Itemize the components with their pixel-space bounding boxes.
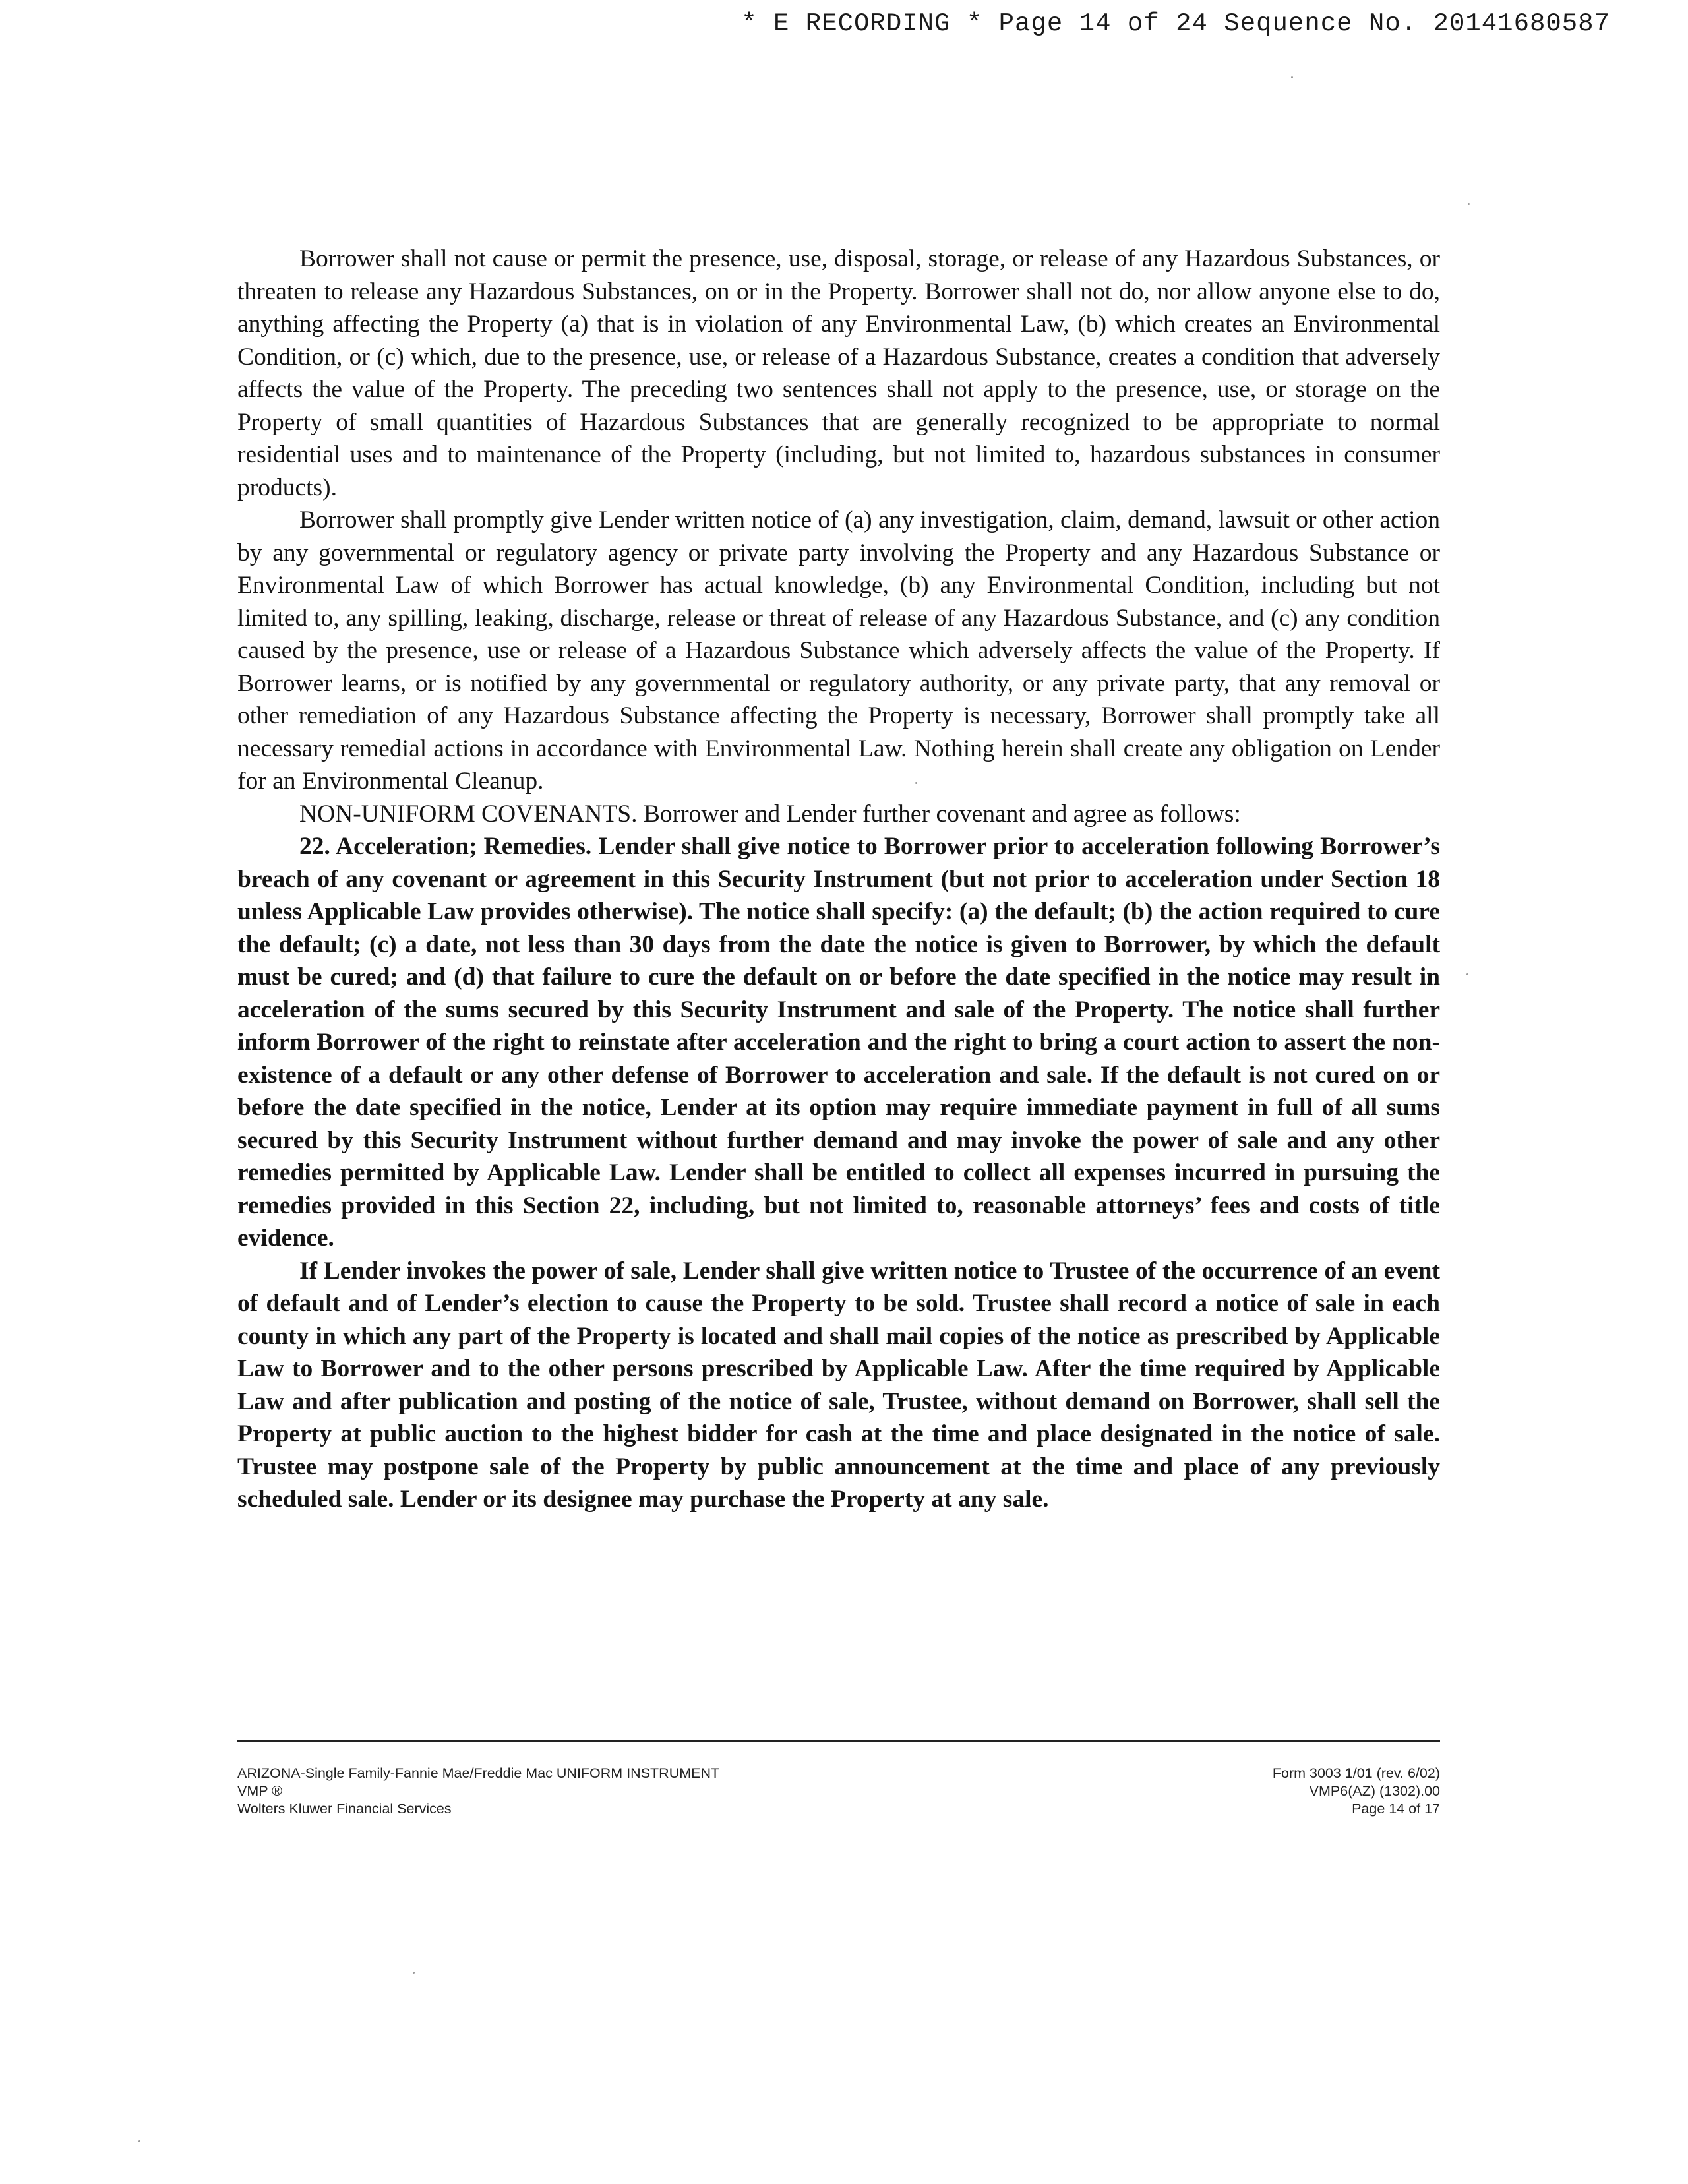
recording-stamp: * E RECORDING * Page 14 of 24 Sequence No. 20141680587 [741, 9, 1610, 38]
footer-vmp-code: VMP6(AZ) (1302).00 [1309, 1783, 1440, 1799]
footer-divider [237, 1740, 1440, 1742]
hazardous-substances-paragraph: Borrower shall not cause or permit the presence, use, disposal, storage, or release of any Hazardous Substances, or threaten to release any Hazardous Substances, on or in the Property. Borrower shall not do, nor allow anyone else to do, anything affecting the Property (a) that is in violation of any Environmental Law, (b) which creates an Environmental Condition, or (c) which, due to the presence, use, or release of a Hazardous Substance, creates a condition that adversely affects the value of the Property. The preceding two sentences shall not apply to the presence, use, or storage on the Property of small quantities of Hazardous Substances that are generally recognized to be appropriate to normal residential uses and to maintenance of the Property (including, but not limited to, hazardous substances in consumer products). [237, 245, 1440, 501]
scan-speck [138, 2140, 140, 2142]
section-22-text: Acceleration; Remedies. Lender shall give notice to Borrower prior to acceleration following Borrower’s breach of any covenant or agreement in this Security Instrument (but not prior to acceleration under Section 18 unless Applicable Law provides otherwise). The notice shall specify: (a) the default; (b) the action required to cure the default; (c) a date, not less than 30 days from the date the notice is given to Borrower, by which the default must be cured; and (d) that failure to cure the default on or before the date specified in the notice may result in acceleration of the sums secured by this Security Instrument and sale of the Property. The notice shall further inform Borrower of the right to reinstate after acceleration and the right to bring a court action to assert the non-existence of a default or any other defense of Borrower to acceleration and sale. If the default is not cured on or before the date specified in the notice, Lender at its option may require immediate payment in full of all sums secured by this Security Instrument without further demand and may invoke the power of sale and any other remedies permitted by Applicable Law. Lender shall be entitled to collect all expenses incurred in pursuing the remedies provided in this Section 22, including, but not limited to, reasonable attorneys’ fees and costs of title evidence. [237, 833, 1440, 1252]
scan-speck [1466, 973, 1468, 975]
footer-page-number: Page 14 of 17 [1352, 1801, 1440, 1817]
footer-left [237, 1765, 719, 1818]
footer-right [1273, 1765, 1440, 1818]
footer-publisher: Wolters Kluwer Financial Services [237, 1801, 452, 1817]
document-body [237, 243, 1440, 1516]
footer-instrument-title: ARIZONA-Single Family-Fannie Mae/Freddie Mac UNIFORM INSTRUMENT [237, 1765, 720, 1781]
notice-paragraph: Borrower shall promptly give Lender written notice of (a) any investigation, claim, demand, lawsuit or other action by any governmental or regulatory agency or private party involving the Property and any Hazardous Substance or Environmental Law of which Borrower has actual knowledge, (b) any Environmental Condition, including but not limited to, any spilling, leaking, discharge, release or threat of release of any Hazardous Substance, and (c) any condition caused by the presence, use or release of a Hazardous Substance which adversely affects the value of the Property. If Borrower learns, or is notified by any governmental or regulatory authority, or any private party, that any removal or other remediation of any Hazardous Substance affecting the Property is necessary, Borrower shall promptly take all necessary remedial actions in accordance with Environmental Law. Nothing herein shall create any obligation on Lender for an Environmental Cleanup. [237, 506, 1440, 795]
section-22-number: 22. [299, 833, 330, 860]
scan-speck [915, 782, 917, 784]
non-uniform-covenants-paragraph: NON-UNIFORM COVENANTS. Borrower and Lender further covenant and agree as follows: [299, 800, 1241, 828]
section-22-paragraph [237, 830, 1440, 1255]
footer-form-number: Form 3003 1/01 (rev. 6/02) [1272, 1765, 1440, 1781]
footer-vmp: VMP ® [237, 1783, 283, 1799]
scan-speck [1468, 203, 1470, 205]
power-of-sale-paragraph: If Lender invokes the power of sale, Lender shall give written notice to Trustee of the occurrence of an event of default and of Lender’s election to cause the Property to be sold. Trustee shall record a notice of sale in each county in which any part of the Property is located and shall mail copies of the notice as prescribed by Applicable Law to Borrower and to the other persons prescribed by Applicable Law. After the time required by Applicable Law and after publication and posting of the notice of sale, Trustee, without demand on Borrower, shall sell the Property at public auction to the highest bidder for cash at the time and place designated in the notice of sale. Trustee may postpone sale of the Property by public announcement at the time and place of any previously scheduled sale. Lender or its designee may purchase the Property at any sale. [237, 1257, 1440, 1513]
scan-speck [413, 1972, 415, 1974]
scan-speck [1291, 76, 1293, 78]
